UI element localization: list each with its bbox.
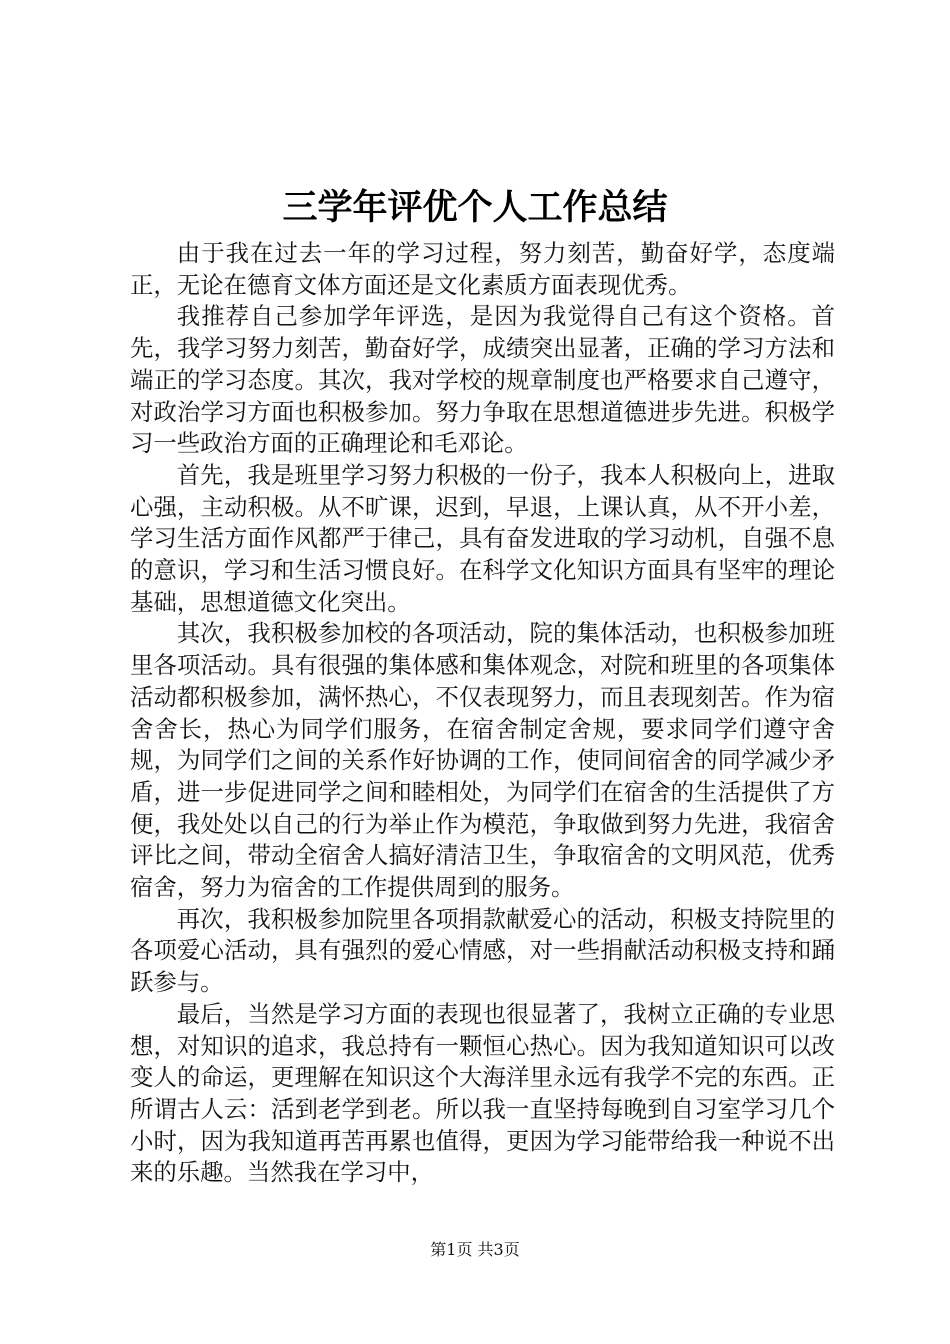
document-title: 三学年评优个人工作总结 (282, 187, 668, 228)
page-footer: 第1页 共3页 (430, 1240, 520, 1259)
paragraph-6: 最后，当然是学习方面的表现也很显著了，我树立正确的专业思想，对知识的追求，我总持有一颗恒心热心。因为我知道知识可以改变人的命运，更理解在知识这个大海洋里永远有我学不完的东西。正所谓古人云：活到老学到老。所以我一直坚持每晚到自习室学习几个小时，因为我知道再苦再累也值得，更因为学习能带给我一种说不出来的乐趣。当然我在学习中， (130, 999, 835, 1187)
paragraph-1: 由于我在过去一年的学习过程，努力刻苦，勤奋好学，态度端正，无论在德育文体方面还是文化素质方面表现优秀。 (130, 239, 835, 299)
paragraph-5: 再次，我积极参加院里各项捐款献爱心的活动，积极支持院里的各项爱心活动，具有强烈的爱心情感，对一些捐献活动积极支持和踊跃参与。 (130, 904, 835, 997)
paragraph-4: 其次，我积极参加校的各项活动，院的集体活动，也积极参加班里各项活动。具有很强的集体感和集体观念，对院和班里的各项集体活动都积极参加，满怀热心，不仅表现努力，而且表现刻苦。作为宿舍舍长，热心为同学们服务，在宿舍制定舍规，要求同学们遵守舍规，为同学们之间的关系作好协调的工作，使同间宿舍的同学减少矛盾，进一步促进同学之间和睦相处，为同学们在宿舍的生活提供了方便，我处处以自己的行为举止作为模范，争取做到努力先进，我宿舍评比之间，带动全宿舍人搞好清洁卫生，争取宿舍的文明风范，优秀宿舍，努力为宿舍的工作提供周到的服务。 (130, 619, 835, 902)
document-body (130, 238, 835, 1189)
paragraph-3: 首先，我是班里学习努力积极的一份子，我本人积极向上，进取心强，主动积极。从不旷课，迟到，早退，上课认真，从不开小差，学习生活方面作风都严于律己，具有奋发进取的学习动机，自强不息的意识，学习和生活习惯良好。在科学文化知识方面具有坚牢的理论基础，思想道德文化突出。 (130, 460, 835, 616)
paragraph-2: 我推荐自己参加学年评选，是因为我觉得自己有这个资格。首先，我学习努力刻苦，勤奋好学，成绩突出显著，正确的学习方法和端正的学习态度。其次，我对学校的规章制度也严格要求自己遵守，对政治学习方面也积极参加。努力争取在思想道德进步先进。积极学习一些政治方面的正确理论和毛邓论。 (130, 302, 835, 458)
